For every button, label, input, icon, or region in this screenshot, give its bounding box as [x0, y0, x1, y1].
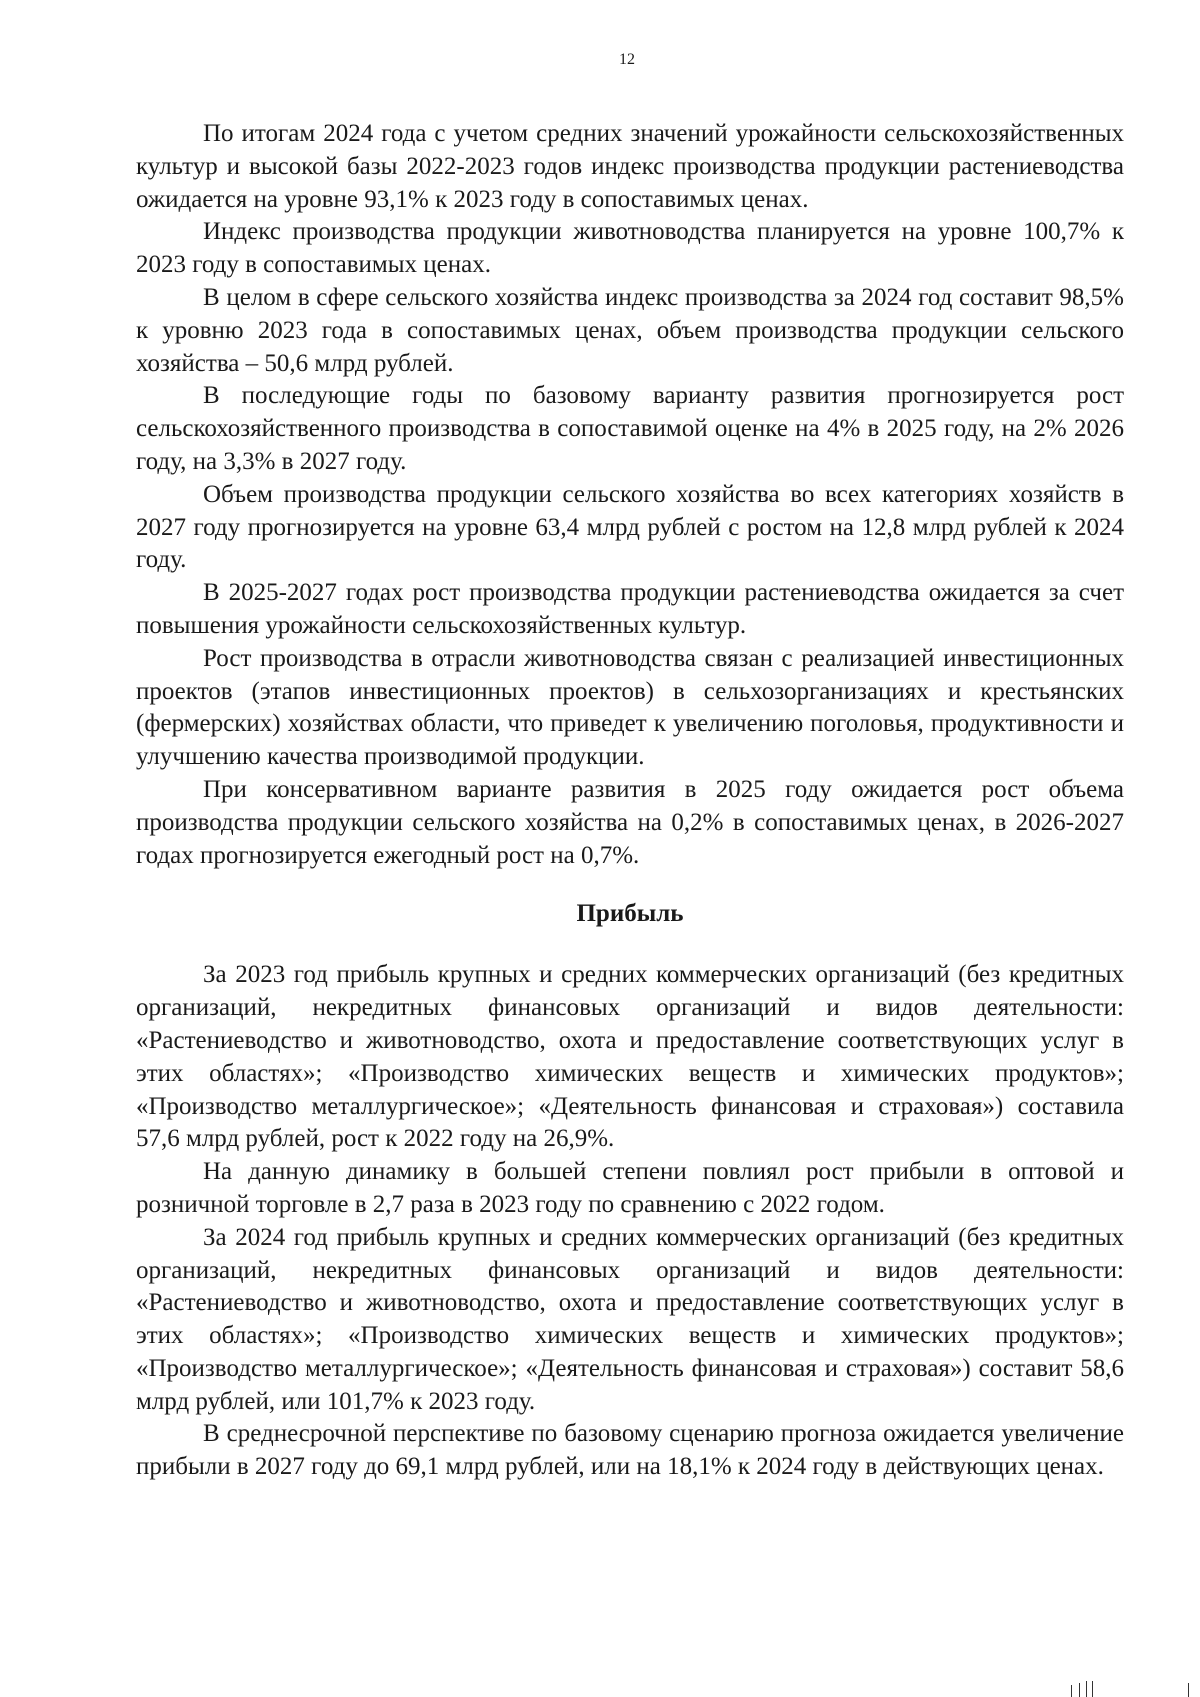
- paragraph-crop-growth: В 2025-2027 годах рост производства продукции растениеводства ожидается за счет повышения урожайности сельскохозяйственных культур.: [136, 579, 1124, 639]
- page-number: 12: [619, 51, 635, 68]
- scan-artifact-mark: [1071, 1685, 1072, 1697]
- scan-artifact-mark: [1188, 1683, 1189, 1697]
- paragraph-profit-2023: За 2023 год прибыль крупных и средних коммерческих организаций (без кредитных организаций, некредитных финансовых организаций и видов деятельности: «Растениеводство и животноводство, охота и предоставление соответствующих услуг в этих областях»; «Производство химических веществ и химических продуктов»; «Производство металлургическое»; «Деятельность финансовая и страховая») составила 57,6 млрд рублей, рост к 2022 году на 26,9%.: [136, 961, 1124, 1153]
- scan-artifact-mark: [1092, 1681, 1093, 1697]
- paragraph-profit-forecast: В среднесрочной перспективе по базовому сценарию прогноза ожидается увеличение прибыли в 2027 году до 69,1 млрд рублей, или на 18,1% к 2024 году в действующих ценах.: [136, 1420, 1124, 1481]
- scan-artifact-mark: [1079, 1683, 1080, 1697]
- paragraph-base-forecast: В последующие годы по базовому варианту развития прогнозируется рост сельскохозяйственного производства в сопоставимой оценке на 4% в 2025 году, на 2% 2026 году, на 3,3% в 2027 году.: [136, 382, 1124, 475]
- paragraph-profit-dynamics: На данную динамику в большей степени повлиял рост прибыли в оптовой и розничной торговле в 2,7 раза в 2023 году по сравнению с 2022 годом.: [136, 1158, 1124, 1218]
- paragraph-livestock-growth: Рост производства в отрасли животноводства связан с реализацией инвестиционных проектов (этапов инвестиционных проектов) в сельхозорганизациях и крестьянских (фермерских) хозяйствах области, что приведет к увеличению поголовья, продуктивности и улучшению качества производимой продукции.: [136, 644, 1124, 771]
- paragraph-crop-index-2024: По итогам 2024 года с учетом средних значений урожайности сельскохозяйственных культур и высокой базы 2022-2023 годов индекс производства продукции растениеводства ожидается на уровне 93,1% к 2023 году в сопоставимых ценах.: [136, 120, 1124, 213]
- paragraph-agriculture-total: В целом в сфере сельского хозяйства индекс производства за 2024 год составит 98,5% к уровню 2023 года в сопоставимых ценах, объем производства продукции сельского хозяйства – 50,6 млрд рублей.: [136, 283, 1124, 377]
- document-body: [136, 118, 1124, 1484]
- scan-artifact-mark: [1086, 1681, 1087, 1697]
- section-heading-profit: Прибыль: [576, 900, 684, 928]
- paragraph-volume-2027: Объем производства продукции сельского хозяйства во всех категориях хозяйств в 2027 году прогнозируется на уровне 63,4 млрд рублей с ростом на 12,8 млрд рублей к 2024 году.: [136, 480, 1124, 574]
- paragraph-livestock-index: Индекс производства продукции животноводства планируется на уровне 100,7% к 2023 году в сопоставимых ценах.: [136, 218, 1124, 279]
- paragraph-conservative-scenario: При консервативном варианте развития в 2025 году ожидается рост объема производства продукции сельского хозяйства на 0,2% в сопоставимых ценах, в 2026-2027 годах прогнозируется ежегодный рост на 0,7%.: [136, 775, 1124, 869]
- paragraph-profit-2024: За 2024 год прибыль крупных и средних коммерческих организаций (без кредитных организаций, некредитных финансовых организаций и видов деятельности: «Растениеводство и животноводство, охота и предоставление соответствующих услуг в этих областях»; «Производство химических веществ и химических продуктов»; «Производство металлургическое»; «Деятельность финансовая и страховая») составит 58,6 млрд рублей, или 101,7% к 2023 году.: [136, 1223, 1124, 1415]
